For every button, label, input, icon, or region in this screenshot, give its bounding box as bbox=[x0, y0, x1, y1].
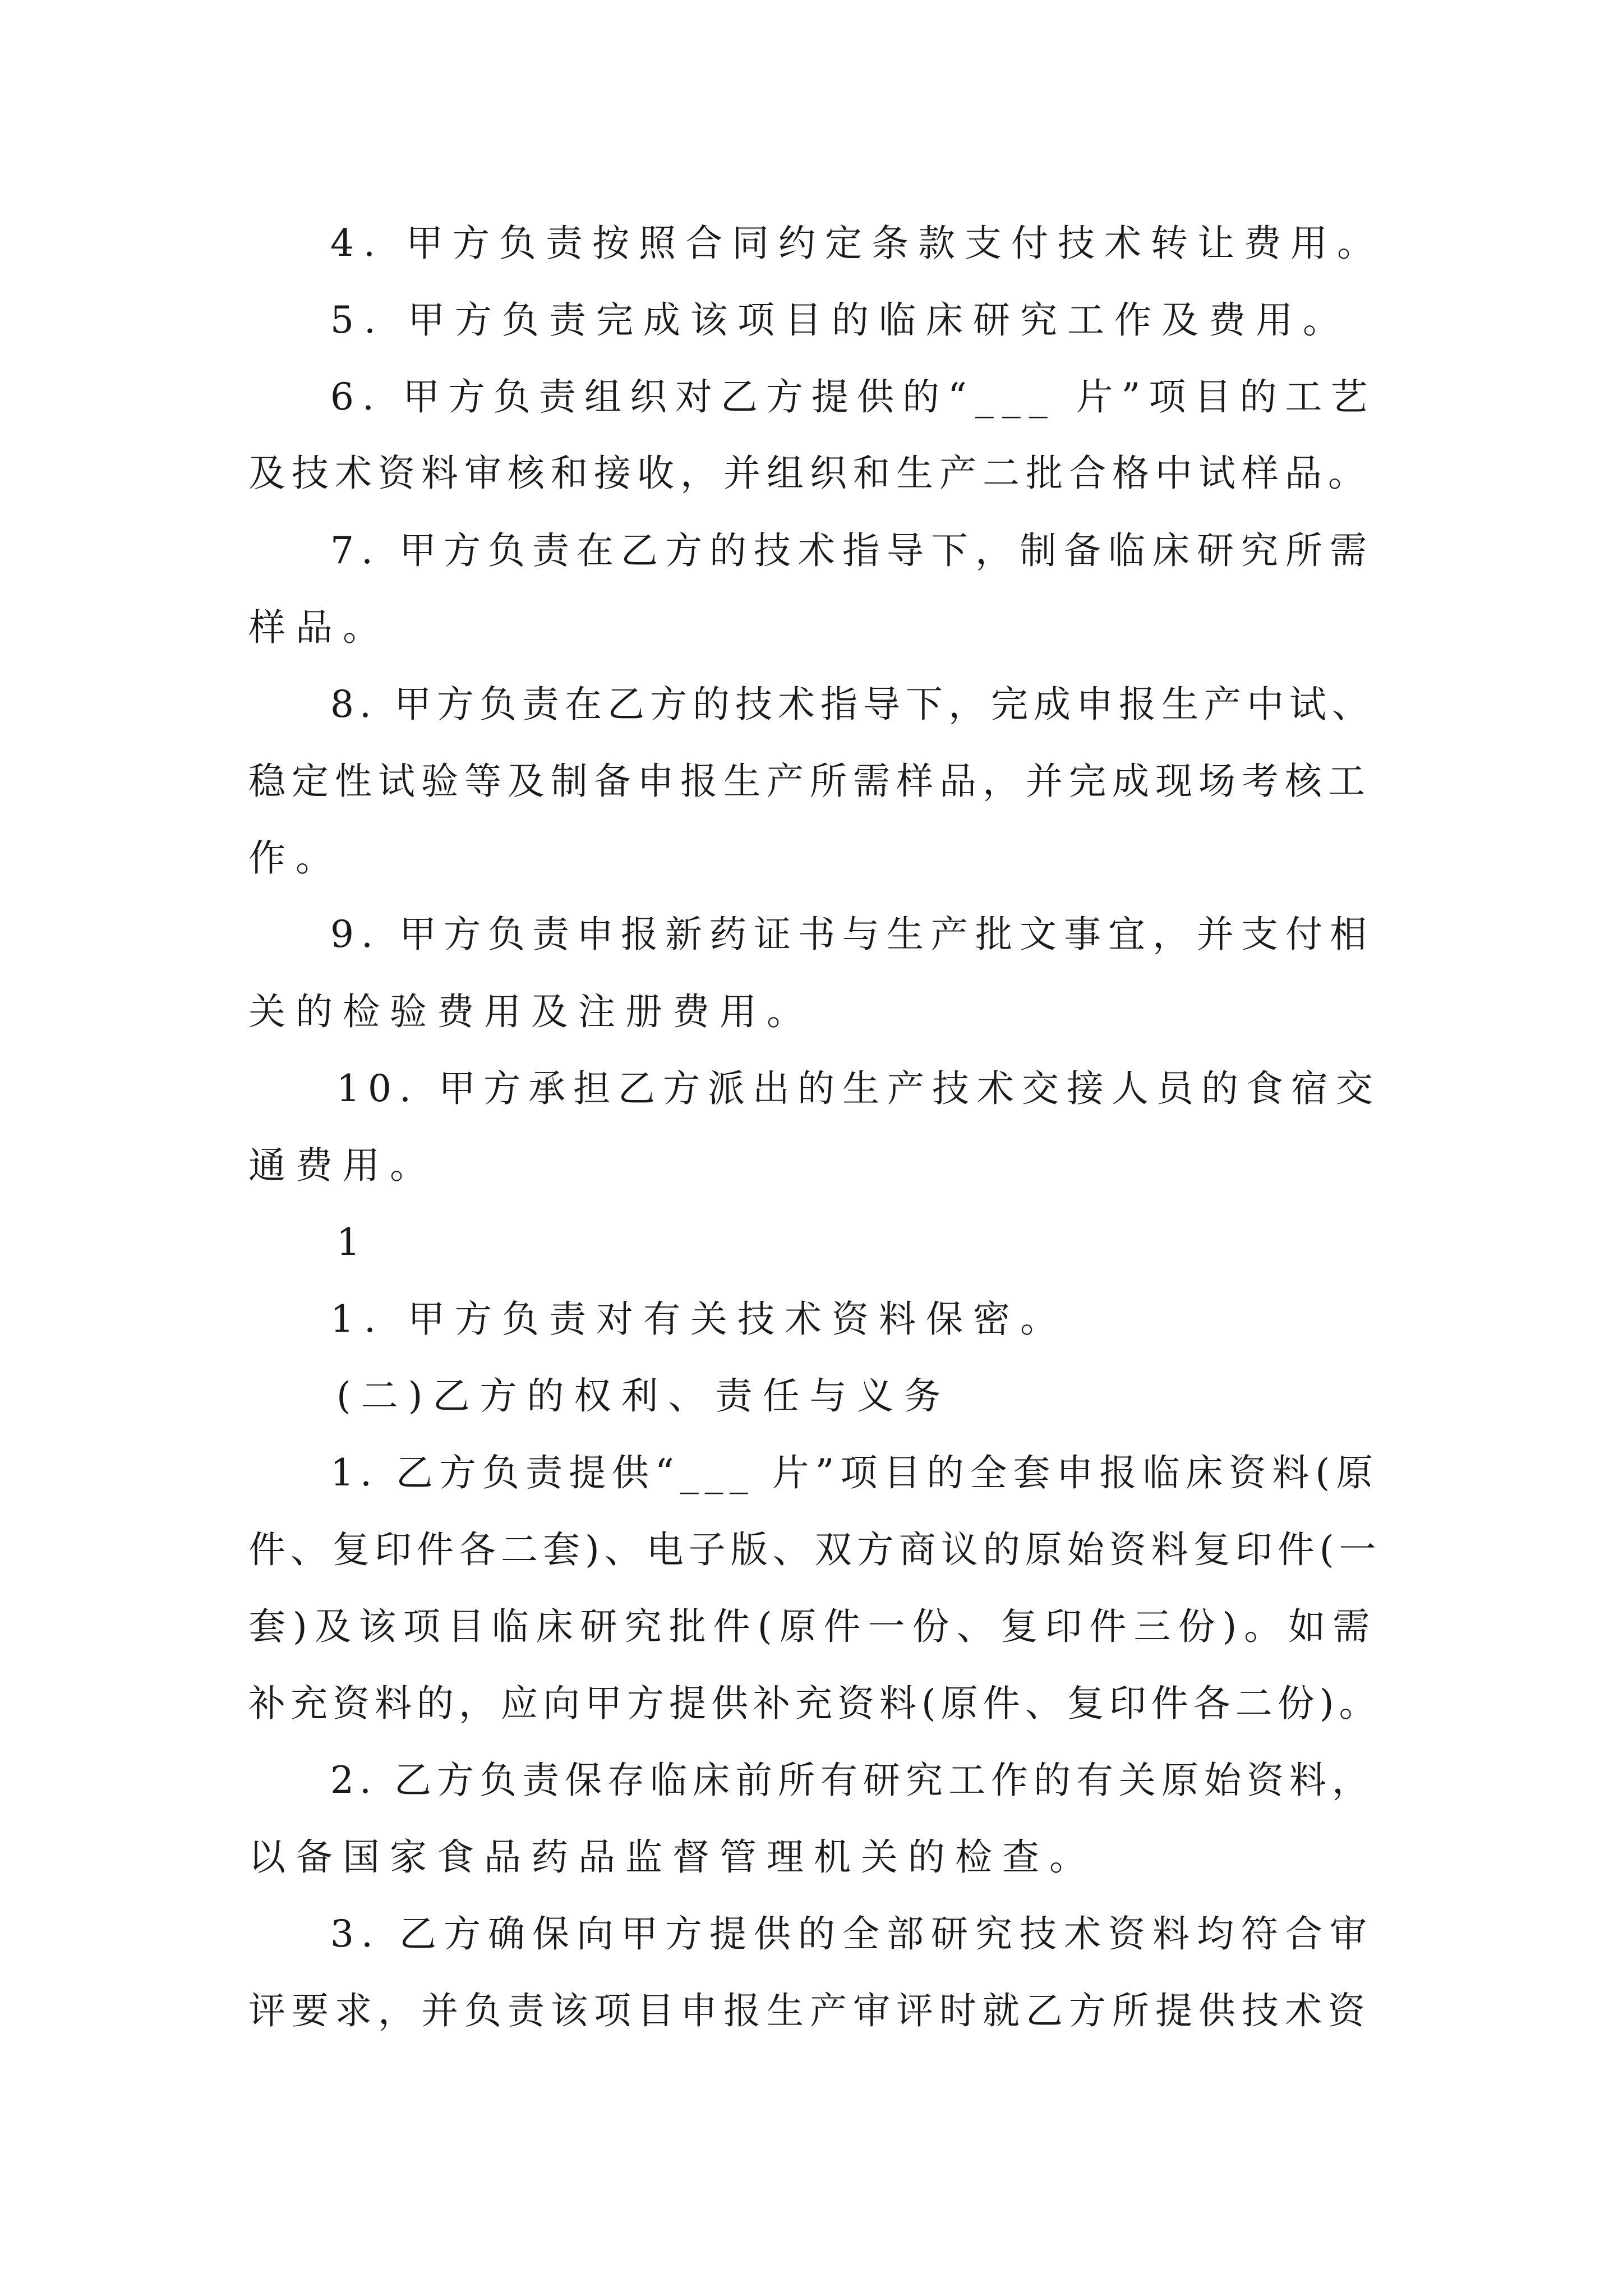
text-line: 1. 甲方负责对有关技术资料保密。 bbox=[330, 1297, 1067, 1341]
text-line: 补充资料的，应向甲方提供补充资料(原件、复印件各二份)。 bbox=[248, 1682, 1381, 1725]
text-line: 关的检验费用及注册费用。 bbox=[248, 990, 814, 1033]
section-heading: (二)乙方的权利、责任与义务 bbox=[336, 1374, 951, 1418]
text-line: 5. 甲方负责完成该项目的临床研究工作及费用。 bbox=[330, 298, 1350, 342]
text-line: 3. 乙方确保向甲方提供的全部研究技术资料均符合审 bbox=[330, 1912, 1374, 1955]
text-line: 作。 bbox=[248, 836, 343, 880]
text-line: 及技术资料审核和接收，并组织和生产二批合格中试样品。 bbox=[248, 452, 1371, 495]
text-line: 2. 乙方负责保存临床前所有研究工作的有关原始资料， bbox=[330, 1759, 1375, 1802]
text-line: 以备国家食品药品监督管理机关的检查。 bbox=[248, 1835, 1096, 1879]
text-line: 稳定性试验等及制备申报生产所需样品，并完成现场考核工 bbox=[248, 760, 1371, 803]
text-line: 1. 乙方负责提供“___ 片”项目的全套申报临床资料(原 bbox=[330, 1451, 1380, 1494]
text-line: 4. 甲方负责按照合同约定条款支付技术转让费用。 bbox=[330, 222, 1384, 265]
text-line: 通费用。 bbox=[248, 1144, 437, 1187]
text-line: 7. 甲方负责在乙方的技术指导下，制备临床研究所需 bbox=[330, 529, 1374, 572]
text-line: 套)及该项目临床研究批件(原件一份、复印件三份)。如需 bbox=[248, 1605, 1377, 1648]
text-line: 样品。 bbox=[248, 606, 390, 649]
text-line: 件、复印件各二套)、电子版、双方商议的原始资料复印件(一 bbox=[248, 1528, 1381, 1571]
text-line: 8. 甲方负责在乙方的技术指导下，完成申报生产中试、 bbox=[330, 683, 1375, 726]
text-line: 6. 甲方负责组织对乙方提供的“___ 片”项目的工艺 bbox=[330, 375, 1376, 418]
page-number: 1 bbox=[336, 1221, 370, 1264]
text-line: 评要求，并负责该项目申报生产审评时就乙方所提供技术资 bbox=[248, 1989, 1371, 2032]
text-line: 10. 甲方承担乙方派出的生产技术交接人员的食宿交 bbox=[336, 1067, 1381, 1110]
text-line: 9. 甲方负责申报新药证书与生产批文事宜，并支付相 bbox=[330, 913, 1374, 956]
